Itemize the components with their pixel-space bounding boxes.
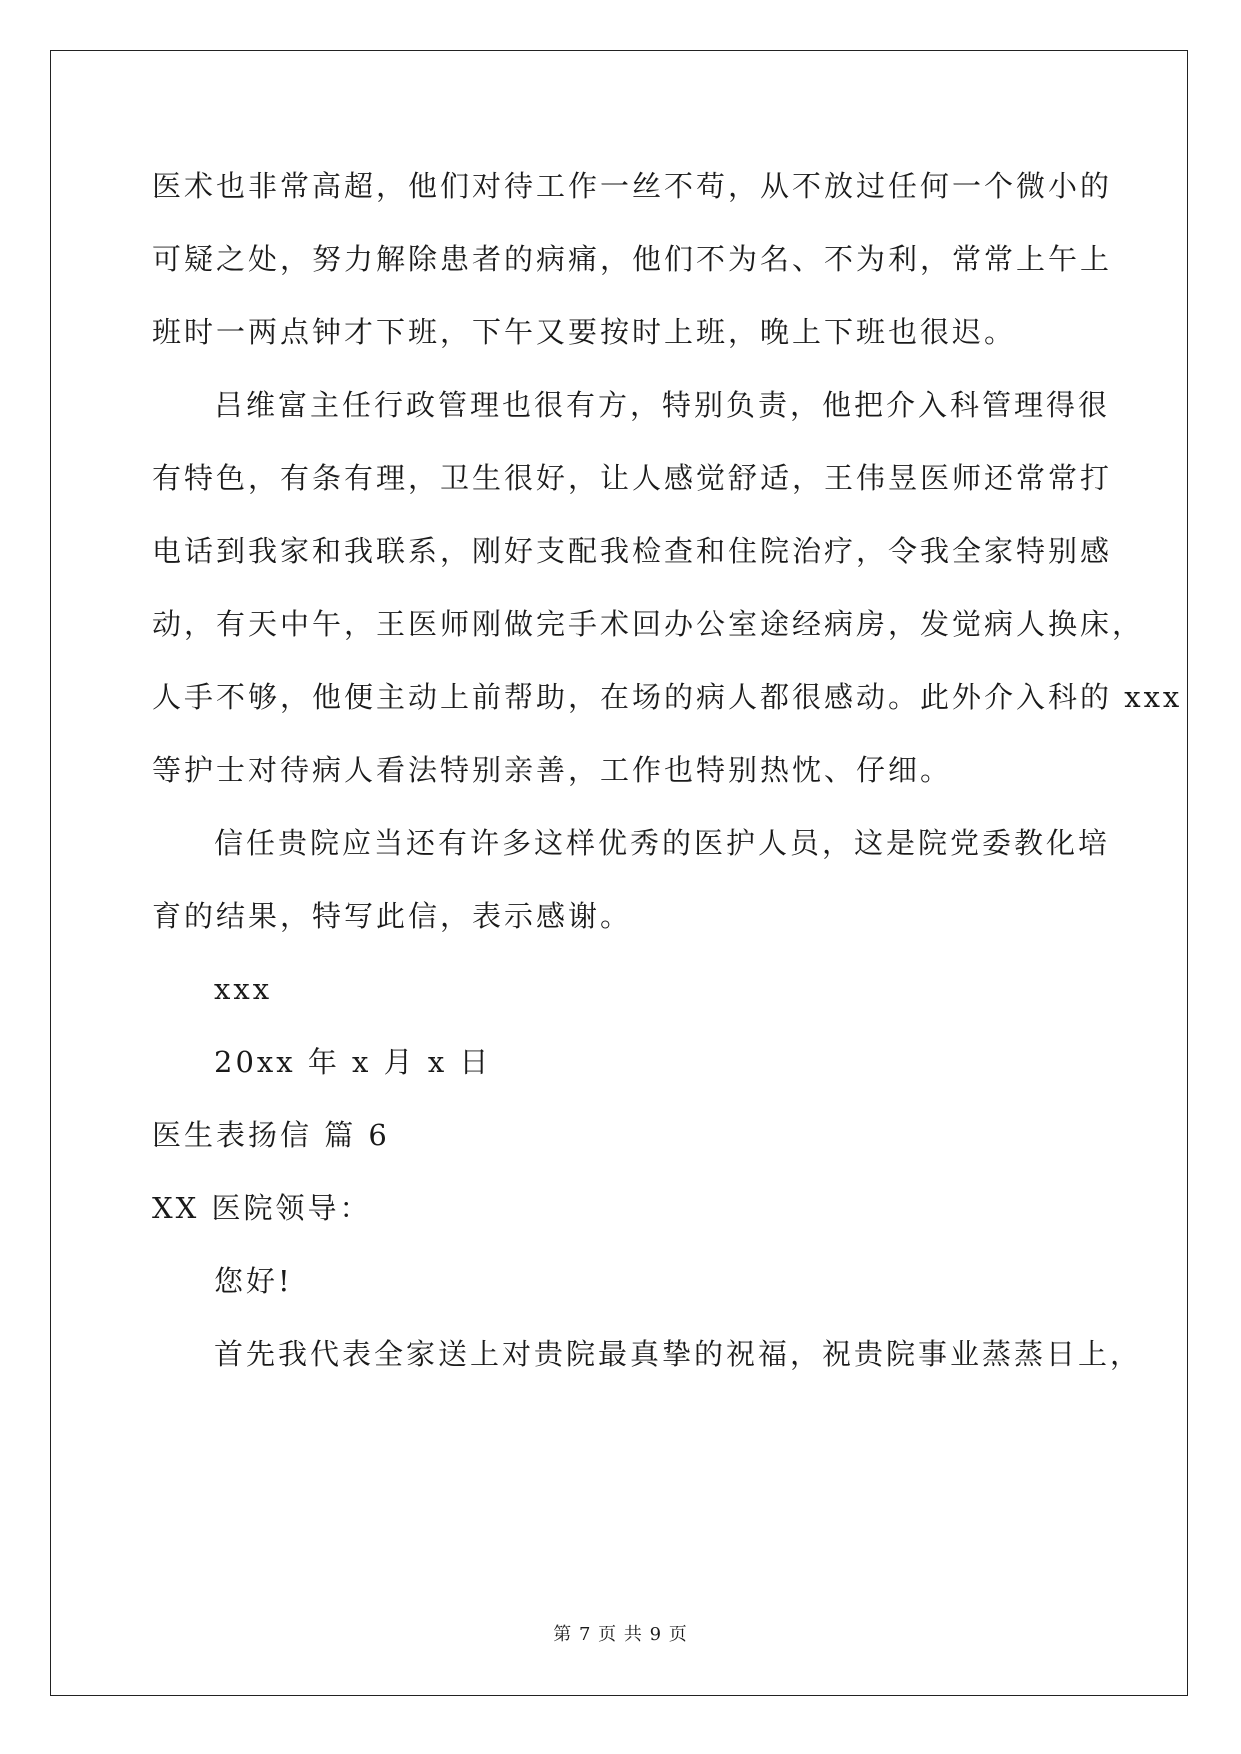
paragraph-start-line: 吕维富主任行政管理也很有方，特别负责，他把介入科管理得很 [214, 388, 1111, 422]
paragraph-start-line: 首先我代表全家送上对贵院最真挚的祝福，祝贵院事业蒸蒸日上， [214, 1337, 1143, 1371]
text-line: 育的结果，特写此信，表示感谢。 [152, 899, 633, 933]
text-line: 可疑之处，努力解除患者的病痛，他们不为名、不为利，常常上午上 [152, 242, 1113, 276]
text-line: 等护士对待病人看法特别亲善，工作也特别热忱、仔细。 [152, 753, 953, 787]
text-line: 电话到我家和我联系，刚好支配我检查和住院治疗，令我全家特别感 [152, 534, 1113, 568]
text-line: 医术也非常高超，他们对待工作一丝不苟，从不放过任何一个微小的 [152, 169, 1113, 203]
paragraph-start-line: 信任贵院应当还有许多这样优秀的医护人员，这是院党委教化培 [214, 826, 1111, 860]
text-line: 人手不够，他便主动上前帮助，在场的病人都很感动。此外介入科的 xxx [152, 680, 1183, 714]
signature-name: xxx [214, 972, 273, 1006]
page-number-footer: 第 7 页 共 9 页 [553, 1624, 688, 1645]
text-line: 有特色，有条有理，卫生很好，让人感觉舒适，王伟昱医师还常常打 [152, 461, 1113, 495]
salutation: XX 医院领导： [152, 1191, 372, 1225]
page-border [50, 50, 1188, 1696]
signature-date: 20xx 年 x 月 x 日 [214, 1045, 492, 1079]
text-line: 动，有天中午，王医师刚做完手术回办公室途经病房，发觉病人换床， [152, 607, 1145, 641]
greeting: 您好! [214, 1264, 293, 1298]
text-line: 班时一两点钟才下班，下午又要按时上班，晚上下班也很迟。 [152, 315, 1017, 349]
section-heading: 医生表扬信 篇 6 [152, 1118, 390, 1152]
